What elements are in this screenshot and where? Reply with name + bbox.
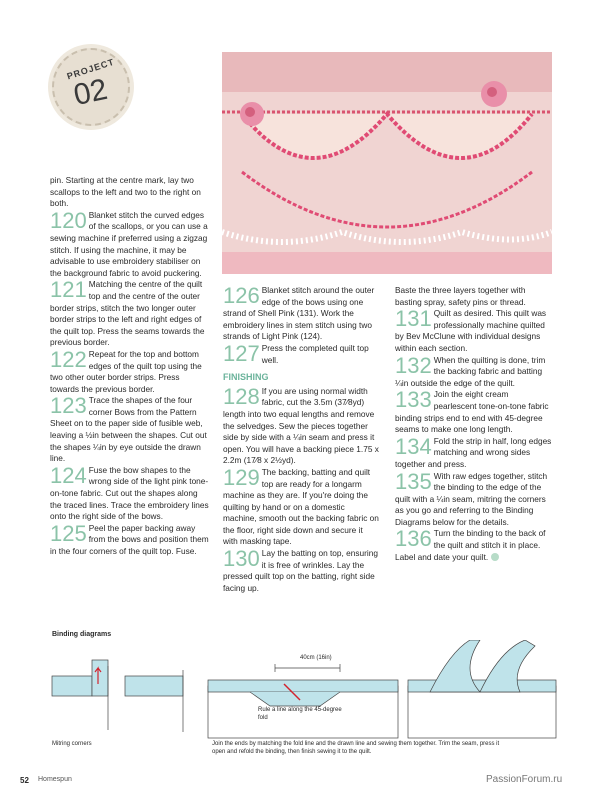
step-number: 136 (395, 526, 432, 552)
step-text: Peel the paper backing away from the bows and position them in the four corners of the quilt top. Fuse. (50, 522, 209, 556)
binding-diagrams-title: Binding diagrams (52, 631, 112, 638)
step-123 (50, 395, 210, 465)
step-135 (395, 468, 553, 529)
step-number: 135 (395, 468, 432, 494)
step-number: 134 (395, 433, 432, 459)
step-text: Repeat for the top and bottom edges of the quilt top using the two other outer border strips. Press towards the previous border. (50, 348, 202, 394)
column-3-intro: Baste the three layers together with basting spray, safety pins or thread. (395, 285, 526, 307)
page-number: 52 (20, 776, 29, 785)
step-text: When the quilting is done, trim the backing fabric and batting ¼in outside the edge of the quilt. (395, 354, 546, 388)
step-number: 123 (50, 393, 87, 419)
column-3 (395, 285, 553, 563)
step-136 (395, 528, 553, 563)
step-number: 121 (50, 277, 87, 303)
step-120 (50, 207, 210, 280)
finishing-heading: FINISHING (223, 372, 269, 383)
step-129 (223, 464, 379, 548)
rule-label: Rule a line along the 45-degree fold (258, 707, 342, 721)
column-1-intro: pin. Starting at the centre mark, lay two scallops to the left and two to the right on both. (50, 175, 201, 209)
step-number: 130 (223, 546, 260, 572)
step-number: 124 (50, 462, 87, 488)
step-number: 122 (50, 346, 87, 372)
step-125 (50, 520, 210, 558)
quilt-photo-illustration (222, 52, 552, 274)
step-text: If you are using normal width fabric, cut the 3.5m (37⁄8yd) length into two equal lengths and remove the selvedges. Sew the pieces together side by side with a ¼in seam and press it open. You will have a backing piece 1.75 x 2.2m (17⁄8 x 2½yd). (223, 385, 379, 466)
step-text: Quilt as desired. This quilt was professionally machine quilted by Bev McClune with individual designs within each section. (395, 308, 547, 353)
step-text: Fold the strip in half, long edges matching and wrong sides together and press. (395, 435, 552, 469)
step-124 (50, 462, 210, 523)
step-134 (395, 433, 553, 471)
step-text: Blanket stitch the curved edges of the scallops, or you can use a sewing machine if preferred using a zigzag stitch. If using the machine, it may be advisable to use embroidery stabiliser on the background fabric to avoid puckering. (50, 209, 208, 278)
step-text: Press the completed quilt top well. (261, 342, 369, 365)
step-number: 132 (395, 352, 432, 378)
column-2 (223, 285, 379, 594)
join-caption: Join the ends by matching the fold line and the drawn line and sewing them together. Trim the seam, press it open and refold the binding, then finish sewing it to the quilt. (212, 741, 500, 755)
step-number: 127 (223, 340, 260, 366)
column-1 (50, 175, 210, 558)
step-text: Lay the batting on top, ensuring it is free of wrinkles. Lay the pressed quilt top on the batting, right side facing up. (223, 548, 378, 593)
step-122 (50, 346, 210, 395)
step-text: Join the eight cream pearlescent tone-on-tone fabric binding strips end to end with 45-degree seams to make one long length. (395, 389, 549, 435)
measure-label: 40cm (16in) (300, 655, 332, 661)
mitring-caption: Mitring corners (52, 741, 92, 747)
step-number: 128 (223, 383, 260, 409)
step-131 (395, 308, 553, 354)
step-133 (395, 389, 553, 435)
step-number: 129 (223, 464, 260, 490)
step-number: 125 (50, 520, 87, 546)
step-text: Matching the centre of the quilt top and the centre of the outer border strips, stitch the two longer outer border strips to the left and right edges of the quilt top. Press the seams towards the previous border. (50, 279, 205, 348)
step-text: The backing, batting and quilt top are ready for a longarm machine as they are. If you're doing the quilting by hand or on a domestic machine, smooth out the backing fabric on the floor, right side down and secure it with masking tape. (223, 466, 379, 547)
step-130 (223, 548, 379, 594)
step-text: Trace the shapes of the four corner Bows from the Pattern Sheet on to the paper side of fusible web, leaving a ½in between the shapes. Cut out the shapes ¼in by eye outside the drawn line. (50, 395, 207, 464)
step-127 (223, 340, 379, 366)
step-text: With raw edges together, stitch the binding to the edge of the quilt with a ¼in seam, mitring the corners as you go and referring to the Binding Diagrams below for the details. (395, 470, 548, 527)
end-mark-icon (491, 553, 499, 561)
step-121 (50, 279, 210, 349)
step-number: 126 (223, 283, 260, 308)
step-number: 133 (395, 387, 432, 413)
step-number: 120 (50, 207, 87, 233)
watermark: PassionForum.ru (486, 774, 563, 785)
step-126 (223, 285, 379, 343)
step-number: 131 (395, 306, 432, 332)
quilt-photo (222, 52, 552, 274)
step-text: Blanket stitch around the outer edge of the bows using one strand of Shell Pink (131). Work the embroidery lines in stem stitch using two strands of Light Pink (124). (223, 285, 375, 342)
step-text: Fuse the bow shapes to the wrong side of the light pink tone-on-tone fabric. Cut out the shapes along the traced lines. Trace the embroidery lines onto the right side of the bows. (50, 464, 209, 522)
step-text: Turn the binding to the back of the quilt and stitch it in place. Label and date your quilt. (395, 528, 546, 562)
step-132 (395, 352, 553, 390)
step-128 (223, 383, 379, 467)
project-badge (52, 48, 130, 126)
magazine-name: Homespun (38, 776, 72, 783)
badge-number: 02 (70, 72, 111, 113)
badge-label: PROJECT (65, 56, 116, 82)
